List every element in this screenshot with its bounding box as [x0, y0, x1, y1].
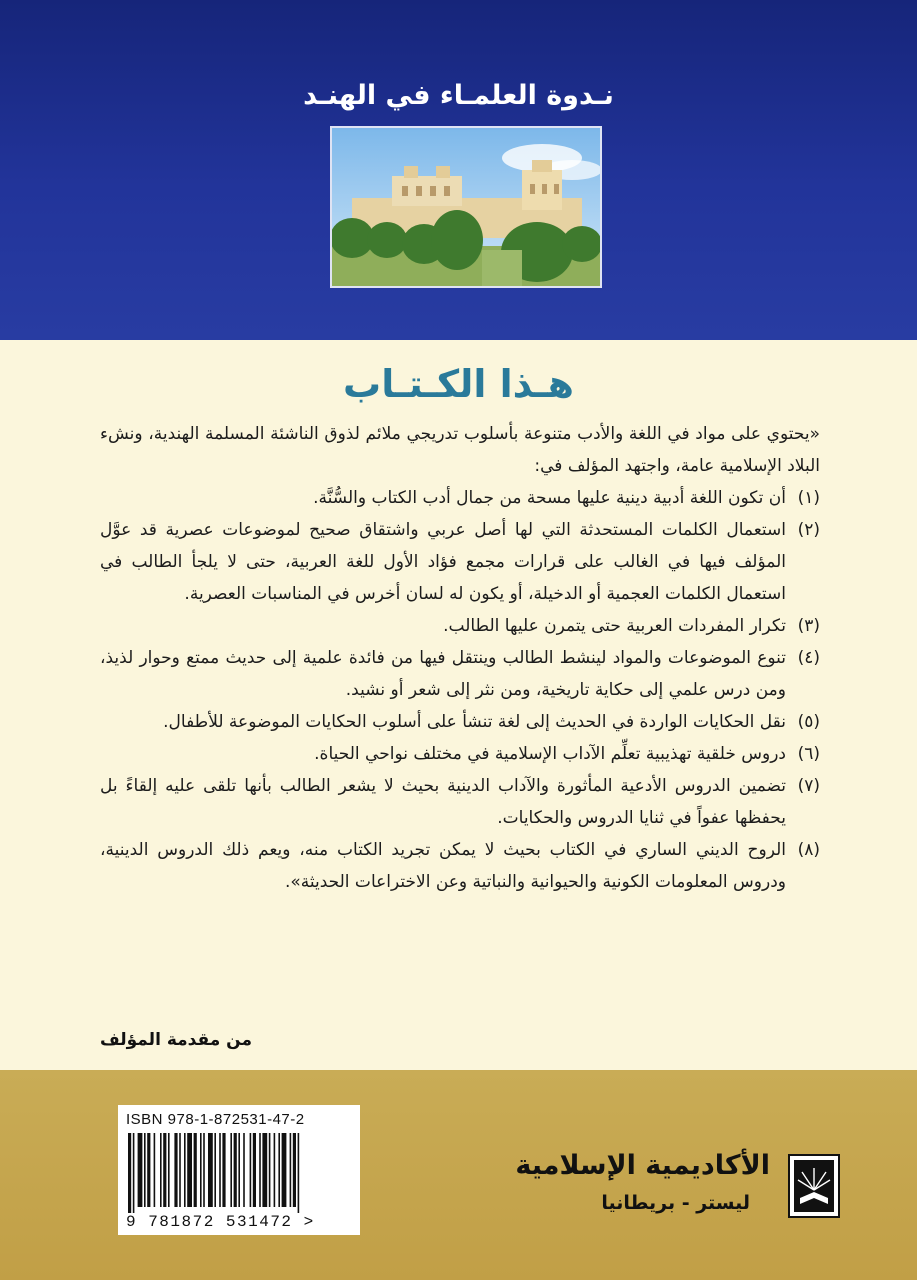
- item-text: تكرار المفردات العربية حتى يتمرن عليها الطالب.: [443, 616, 786, 636]
- barcode-bar: [262, 1133, 267, 1207]
- barcode-bar: [238, 1133, 240, 1207]
- item-number: (٥): [797, 712, 820, 732]
- barcode-bar: [259, 1133, 261, 1207]
- item-text: تضمين الدروس الأدعية المأثورة والآداب الدينية بحيث لا يشعر الطالب بأنها تلقى عليه إلقاءً بل يحفظها عفواً في ثنايا الدروس والحكايات.: [100, 776, 786, 828]
- barcode-bar: [274, 1133, 276, 1207]
- barcode-bar: [293, 1133, 296, 1207]
- publisher-block: [515, 1150, 840, 1230]
- barcode-bar: [163, 1133, 166, 1207]
- campus-photo: [330, 126, 602, 288]
- item-number: (٤): [797, 648, 820, 668]
- barcode-bar: [160, 1133, 162, 1207]
- barcode-bars: [124, 1133, 354, 1213]
- barcode-bar: [187, 1133, 192, 1207]
- list-item: [100, 738, 820, 770]
- barcode-bar: [214, 1133, 216, 1207]
- barcode-bar: [222, 1133, 225, 1207]
- list-item: [100, 834, 820, 898]
- barcode-bar: [154, 1133, 156, 1207]
- list-item: [100, 706, 820, 738]
- barcode: [118, 1105, 360, 1235]
- section-heading: هـذا الكـتـاب: [343, 362, 574, 406]
- item-text: دروس خلقية تهذيبية تعلِّم الآداب الإسلامية في مختلف نواحي الحياة.: [314, 744, 786, 764]
- item-number: (٨): [797, 840, 820, 860]
- barcode-bar: [234, 1133, 237, 1207]
- item-number: (٣): [797, 616, 820, 636]
- item-text: استعمال الكلمات المستحدثة التي لها أصل عربي واشتقاق صحيح لموضوعات عصرية قد عوَّل المؤلف فيها في الغالب على قرارات مجمع فؤاد الأول للغة العربية، حتى لا يلجأ الطالب في استعمال الكلمات العجمية أو الدخيلة، أو يكون له لسان أخرس في المناسبات العصرية.: [100, 520, 786, 604]
- barcode-bar: [278, 1133, 280, 1207]
- item-number: (٦): [797, 744, 820, 764]
- item-number: (٧): [797, 776, 820, 796]
- barcode-bar: [147, 1133, 150, 1207]
- item-text: نقل الحكايات الواردة في الحديث إلى لغة تنشأ على أسلوب الحكايات الموضوعة للأطفال.: [163, 712, 786, 732]
- barcode-bar: [179, 1133, 181, 1207]
- barcode-bar: [128, 1133, 131, 1213]
- attribution: من مقدمة المؤلف: [100, 1030, 252, 1050]
- publisher-location: ليستر - بريطانيا: [601, 1192, 750, 1214]
- isbn-label: ISBN 978-1-872531-47-2: [126, 1111, 305, 1128]
- list-item: [100, 610, 820, 642]
- barcode-bar: [219, 1133, 221, 1207]
- publisher-name: الأكاديمية الإسلامية: [515, 1150, 770, 1181]
- item-text: تنوع الموضوعات والمواد لينشط الطالب وينتقل فيها من فائدة علمية إلى حديث ممتع وحوار لذيذ، ومن درس علمي إلى حكاية تاريخية، ومن نثر إلى شعر أو نشيد.: [100, 648, 786, 700]
- intro-paragraph: «يحتوي على مواد في اللغة والأدب متنوعة بأسلوب تدريجي ملائم لذوق الناشئة المسلمة الهندية، ونشء البلاد الإسلامية عامة، واجتهد المؤلف في:: [100, 424, 820, 476]
- barcode-bar: [174, 1133, 177, 1207]
- barcode-bar: [243, 1133, 245, 1207]
- list-item: [100, 514, 820, 610]
- barcode-bar: [203, 1133, 205, 1207]
- barcode-bar: [230, 1133, 232, 1207]
- institution-title: نـدوة العلمـاء في الهنـد: [303, 80, 614, 111]
- barcode-bar: [168, 1133, 170, 1207]
- barcode-bar: [290, 1133, 292, 1207]
- barcode-bar: [269, 1133, 271, 1207]
- barcode-bar: [133, 1133, 135, 1213]
- barcode-bar: [282, 1133, 287, 1207]
- barcode-bar: [138, 1133, 143, 1207]
- barcode-bar: [208, 1133, 213, 1207]
- barcode-bar: [298, 1133, 300, 1213]
- list-item: [100, 482, 820, 514]
- description-text: [100, 418, 820, 898]
- barcode-bar: [144, 1133, 146, 1207]
- barcode-bar: [200, 1133, 202, 1207]
- item-number: (٢): [797, 520, 820, 540]
- list-item: [100, 642, 820, 706]
- list-item: [100, 770, 820, 834]
- barcode-bar: [184, 1133, 186, 1207]
- item-text: الروح الديني الساري في الكتاب بحيث لا يمكن تجريد الكتاب منه، ويعم ذلك الدروس الدينية، ودروس المعلومات الكونية والحيوانية والنباتية وعن الاختراعات الحديثة».: [100, 840, 786, 892]
- barcode-bar: [253, 1133, 256, 1207]
- item-number: (١): [797, 488, 820, 508]
- barcode-bar: [250, 1133, 252, 1207]
- item-text: أن تكون اللغة أدبية دينية عليها مسحة من جمال أدب الكتاب والسُّنَّة.: [313, 488, 786, 508]
- barcode-bar: [194, 1133, 197, 1207]
- book-logo-icon: [788, 1154, 840, 1218]
- barcode-digits: 9 781872 531472 >: [126, 1213, 315, 1231]
